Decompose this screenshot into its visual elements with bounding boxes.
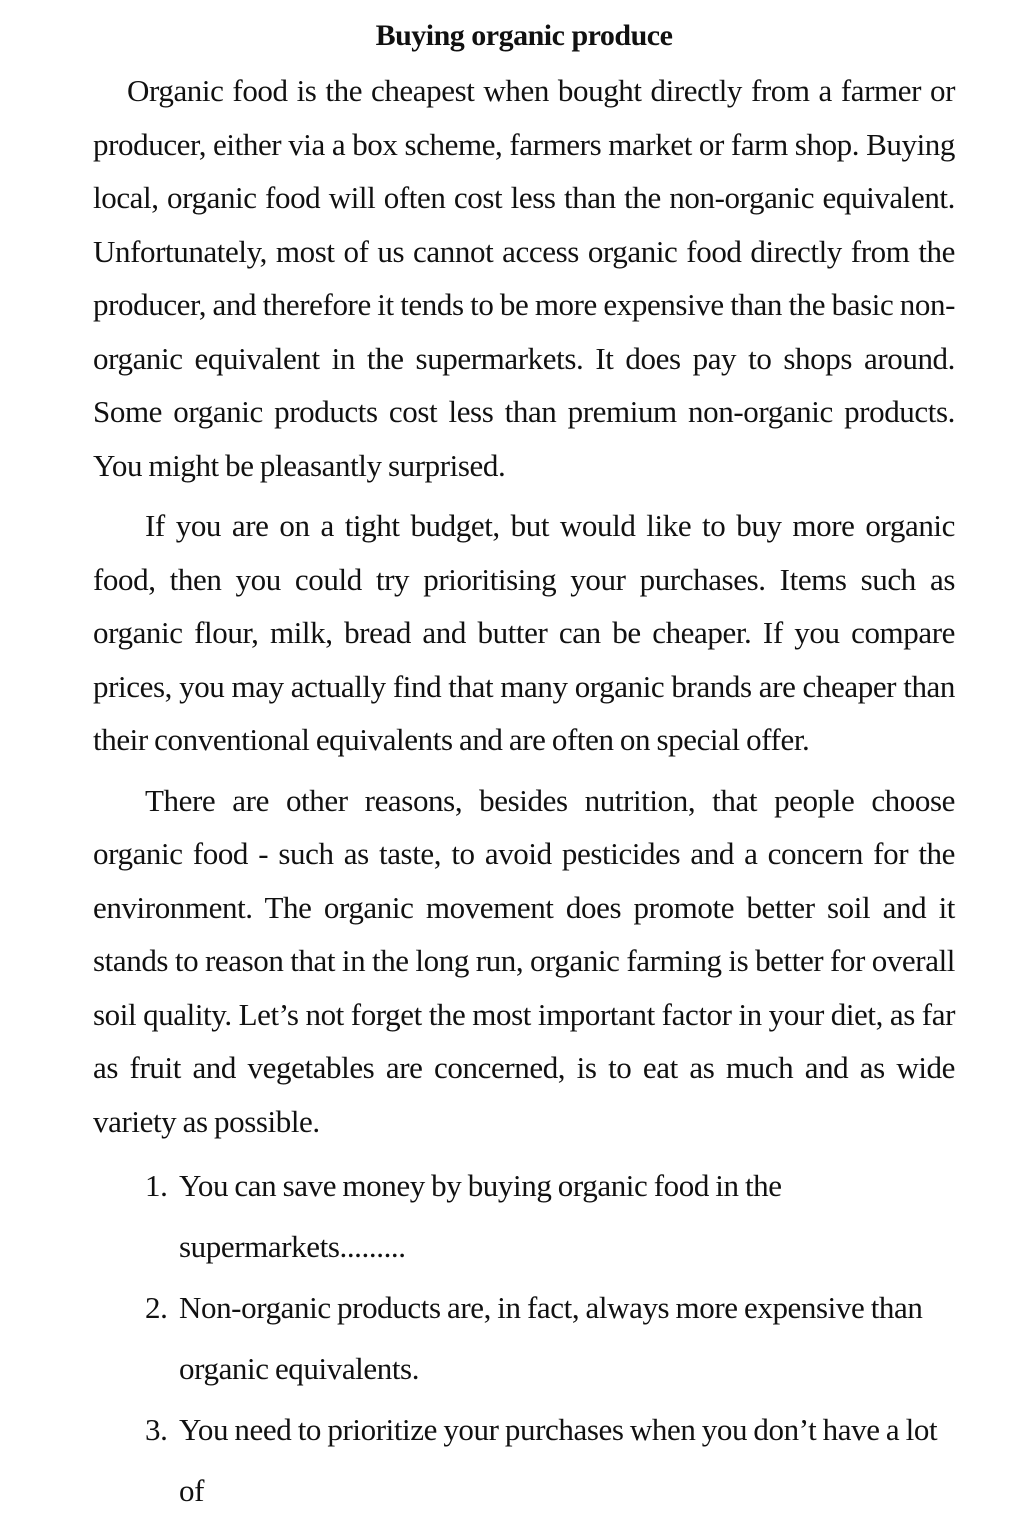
question-list bbox=[93, 1155, 955, 1521]
question-number-1: 1. bbox=[145, 1168, 168, 1203]
question-item-3 bbox=[93, 1399, 955, 1521]
paragraph-1: Organic food is the cheapest when bought directly from a farmer or producer, either via a box scheme, farmers market or farm shop. Buying local, organic food will often cost less than the non-organic equivalent. Unfortunately, most of us cannot access organic food directly from the producer, and therefore it tends to be more expensive than the basic non-organic equivalent in the supermarkets. It does pay to shops around. Some organic products cost less than premium non-organic products. You might be pleasantly surprised. bbox=[93, 73, 955, 483]
document-page bbox=[93, 14, 955, 1521]
question-text-2: Non-organic products are, in fact, always more expensive than organic equivalents. bbox=[179, 1290, 923, 1386]
question-number-3: 3. bbox=[145, 1412, 168, 1447]
question-item-2 bbox=[93, 1277, 955, 1399]
question-text-1: You can save money by buying organic food in the supermarkets......... bbox=[179, 1168, 782, 1264]
paragraph-3: There are other reasons, besides nutrition, that people choose organic food - such as taste, to avoid pesticides and a concern for the environment. The organic movement does promote better soil and it stands to reason that in the long run, organic farming is better for overall soil quality. Let’s not forget the most important factor in your diet, as far as fruit and vegetables are concerned, is to eat as much and as wide variety as possible. bbox=[93, 782, 955, 1139]
question-text-3: You need to prioritize your purchases when you don’t have a lot of bbox=[179, 1412, 938, 1508]
document-title: Buying organic produce bbox=[375, 19, 673, 52]
question-number-2: 2. bbox=[145, 1290, 168, 1325]
paragraph-2: If you are on a tight budget, but would like to buy more organic food, then you could try prioritising your purchases. Items such as organic flour, milk, bread and butter can be cheaper. If you compare prices, you may actually find that many organic brands are cheaper than their conventional equivalents and are often on special offer. bbox=[93, 508, 955, 757]
question-item-1 bbox=[93, 1155, 955, 1277]
